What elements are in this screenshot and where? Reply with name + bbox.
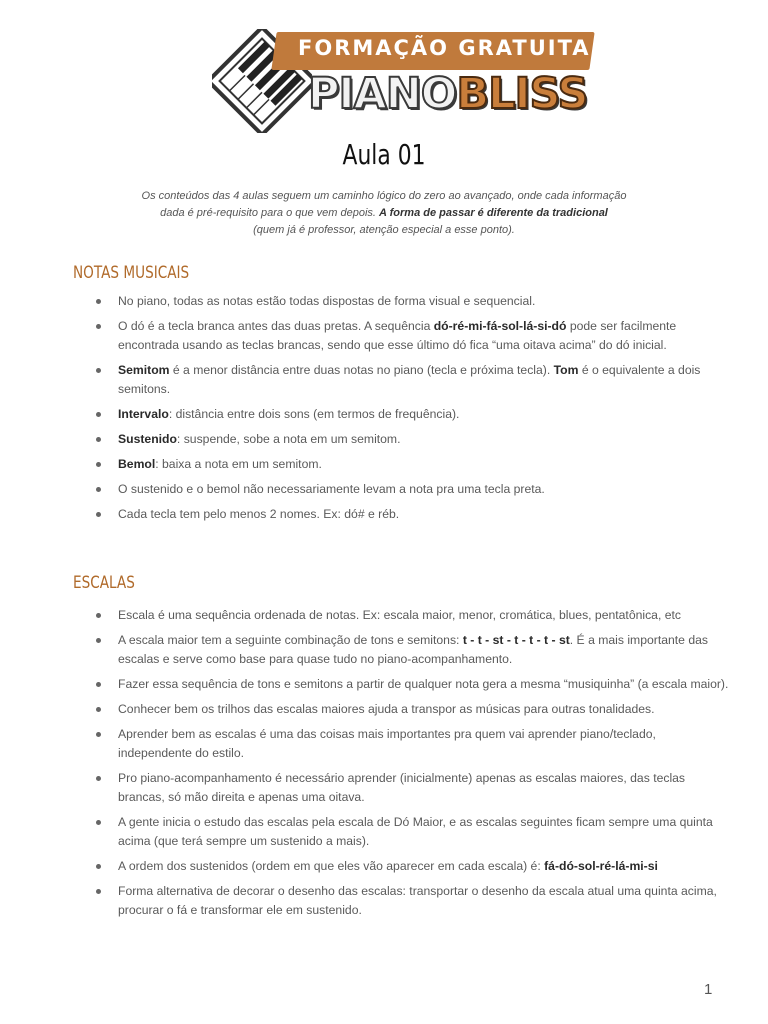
- item-bold: Sustenido: [118, 432, 177, 446]
- item-text: Escala é uma sequência ordenada de notas. Ex: escala maior, menor, cromática, blues, pentatônica, etc: [118, 608, 681, 622]
- item-text: No piano, todas as notas estão todas dispostas de forma visual e sequencial.: [118, 294, 536, 308]
- list-item: [92, 700, 732, 719]
- list-item: [92, 606, 732, 625]
- item-text: é a menor distância entre duas notas no piano (tecla e próxima tecla).: [169, 363, 554, 377]
- item-text: é o equivalente a dois semitons.: [118, 363, 701, 396]
- item-text: . É a mais importante das escalas e serve como base para quase tudo no piano-acompanhamento.: [118, 633, 708, 666]
- item-bold: Semitom: [118, 363, 170, 377]
- item-text: Pro piano-acompanhamento é necessário aprender (inicialmente) apenas as escalas maiores, das teclas brancas, só mão direita e apenas uma oitava.: [118, 771, 686, 804]
- page-title: Aula 01: [342, 138, 426, 171]
- item-bold: Intervalo: [118, 407, 169, 421]
- item-text: Conhecer bem os trilhos das escalas maiores ajuda a transpor as músicas para outras tonalidades.: [118, 702, 655, 716]
- intro-line-1: Os conteúdos das 4 aulas seguem um caminho lógico do zero ao avançado, onde cada informação: [141, 190, 627, 202]
- item-text: : distância entre dois sons (em termos de frequência).: [168, 407, 460, 421]
- item-text: pode ser facilmente encontrada usando as teclas brancas, sendo que esse último dó fica “uma oitava acima” do dó inicial.: [118, 319, 677, 352]
- intro-paragraph: [120, 188, 648, 239]
- item-bold: dó-ré-mi-fá-sol-lá-si-dó: [433, 319, 567, 333]
- item-text: Aprender bem as escalas é uma das coisas mais importantes pra quem vai aprender piano/teclado, independente do estilo.: [118, 727, 656, 760]
- pianobliss-logo: [212, 29, 592, 133]
- section-heading-escalas: ESCALAS: [73, 573, 135, 593]
- item-text: : suspende, sobe a nota em um semitom.: [176, 432, 401, 446]
- item-text: Cada tecla tem pelo menos 2 nomes. Ex: dó# e réb.: [118, 507, 400, 521]
- logo-banner-text: FORMAÇÃO GRATUITA: [298, 36, 591, 60]
- intro-emphasis: A forma de passar é diferente da tradicional: [379, 207, 608, 219]
- item-text: A gente inicia o estudo das escalas pela escala de Dó Maior, e as escalas seguintes ficam sempre uma quinta acima (que terá sempre um sustenido a mais).: [118, 815, 713, 848]
- logo-brand: [308, 69, 588, 119]
- intro-line-3: (quem já é professor, atenção especial a esse ponto).: [253, 224, 515, 236]
- list-item: [92, 882, 732, 920]
- list-item: [92, 361, 732, 399]
- item-bold: t - t - st - t - t - t - st: [462, 633, 570, 647]
- section-heading-notas: NOTAS MUSICAIS: [73, 263, 190, 283]
- item-text: Forma alternativa de decorar o desenho das escalas: transportar o desenho da escala atual uma quinta acima, procurar o fá e transformar ele em sustenido.: [118, 884, 717, 917]
- logo-brand-piano: PIANO: [308, 69, 457, 119]
- page-number: 1: [704, 981, 713, 998]
- list-item: [92, 430, 732, 449]
- list-item: [92, 857, 732, 876]
- list-item: [92, 631, 732, 669]
- item-bold: Bemol: [118, 457, 156, 471]
- list-item: [92, 505, 732, 524]
- list-item: [92, 769, 732, 807]
- item-bold: Tom: [553, 363, 579, 377]
- list-item: [92, 405, 732, 424]
- list-item: [92, 725, 732, 763]
- logo-brand-bliss: BLISS: [456, 69, 588, 119]
- item-bold: fá-dó-sol-ré-lá-mi-si: [544, 859, 658, 873]
- escalas-list: [92, 606, 732, 926]
- list-item: [92, 292, 732, 311]
- list-item: [92, 455, 732, 474]
- list-item: [92, 675, 732, 694]
- list-item: [92, 813, 732, 851]
- item-text: O sustenido e o bemol não necessariamente levam a nota pra uma tecla preta.: [118, 482, 545, 496]
- intro-line-2: dada é pré-requisito para o que vem depois.: [160, 207, 380, 219]
- list-item: [92, 317, 732, 355]
- list-item: [92, 480, 732, 499]
- item-text: O dó é a tecla branca antes das duas pretas. A sequência: [118, 319, 434, 333]
- item-text: A ordem dos sustenidos (ordem em que eles vão aparecer em cada escala) é:: [118, 859, 545, 873]
- item-text: A escala maior tem a seguinte combinação de tons e semitons:: [118, 633, 463, 647]
- notas-list: [92, 292, 732, 530]
- item-text: Fazer essa sequência de tons e semitons a partir de qualquer nota gera a mesma “musiquinha” (a escala maior).: [118, 677, 729, 691]
- item-text: : baixa a nota em um semitom.: [155, 457, 322, 471]
